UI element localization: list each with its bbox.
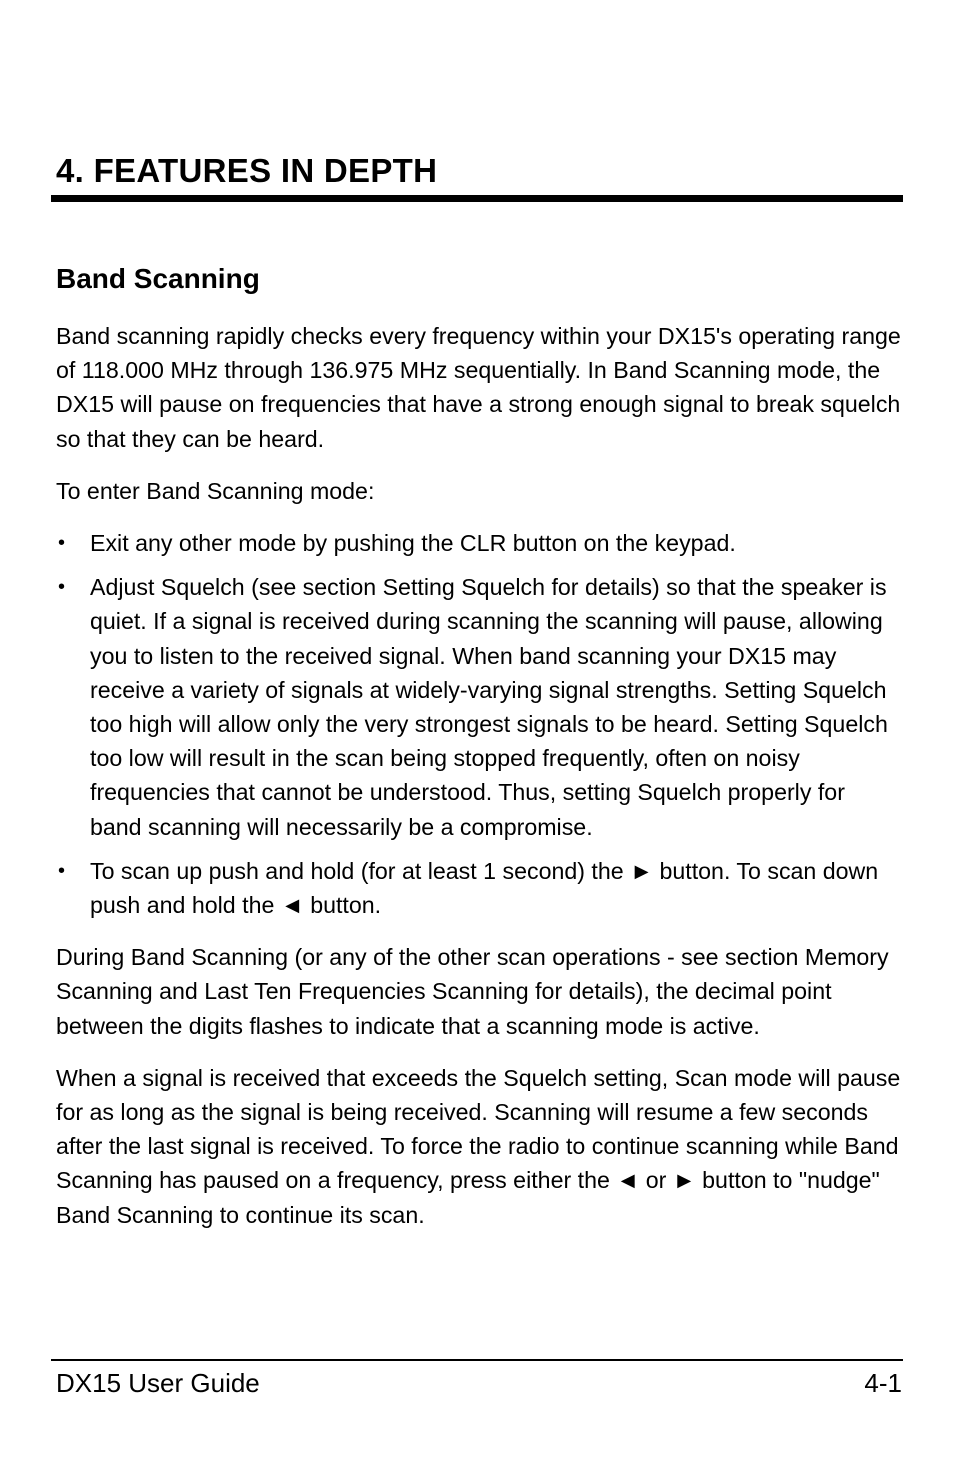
bullet-icon: • bbox=[58, 576, 66, 599]
bullet-icon: • bbox=[58, 532, 66, 555]
enter-mode-paragraph: To enter Band Scanning mode: bbox=[56, 477, 375, 504]
signal-received-paragraph: When a signal is received that exceeds the Squelch setting, Scan mode will pause for as long as the signal is being received. Scanning will resume a few seconds after the last signal is received. To force the radio to continue scanning while Band Scanning has paused on a frequency, press either the ◄ or ► button to "nudge" Band Scanning to continue its scan. bbox=[56, 1064, 901, 1228]
list-item bbox=[56, 526, 902, 560]
bullet-icon: • bbox=[58, 859, 66, 882]
section-body bbox=[56, 319, 902, 1250]
section-heading: Band Scanning bbox=[56, 263, 260, 294]
list-item-text: Adjust Squelch (see section Setting Squelch for details) so that the speaker is quiet. If a signal is received during scanning the scanning will pause, allowing you to listen to the received signal. When band scanning your DX15 may receive a variety of signals at widely-varying signal strengths. Setting Squelch too high will allow only the very strongest signals to be heard. Setting Squelch too low will result in the scan being stopped frequently, often on noisy frequencies that cannot be understood. Thus, setting Squelch properly for band scanning will necessarily be a compromise. bbox=[90, 574, 888, 840]
intro-paragraph: Band scanning rapidly checks every frequency within your DX15's operating range of 118.000 MHz through 136.975 MHz sequentially. In Band Scanning mode, the DX15 will pause on frequencies that have a strong enough signal to break squelch so that they can be heard. bbox=[56, 323, 901, 452]
scanning-indicator-paragraph: During Band Scanning (or any of the other scan operations - see section Memory Scanning and Last Ten Frequencies Scanning for details), the decimal point between the digits flashes to indicate that a scanning mode is active. bbox=[56, 944, 889, 1039]
footer-document-title: DX15 User Guide bbox=[56, 1368, 260, 1398]
footer-divider bbox=[51, 1359, 903, 1361]
chapter-title: 4. FEATURES IN DEPTH bbox=[56, 152, 438, 189]
chapter-divider bbox=[51, 195, 903, 202]
steps-list bbox=[56, 526, 902, 922]
list-item-text: Exit any other mode by pushing the CLR button on the keypad. bbox=[90, 530, 736, 557]
list-item-text: To scan up push and hold (for at least 1 second) the ► button. To scan down push and hold the ◄ button. bbox=[90, 857, 879, 919]
list-item bbox=[56, 854, 902, 922]
footer-page-number: 4-1 bbox=[864, 1368, 902, 1398]
list-item bbox=[56, 570, 902, 844]
